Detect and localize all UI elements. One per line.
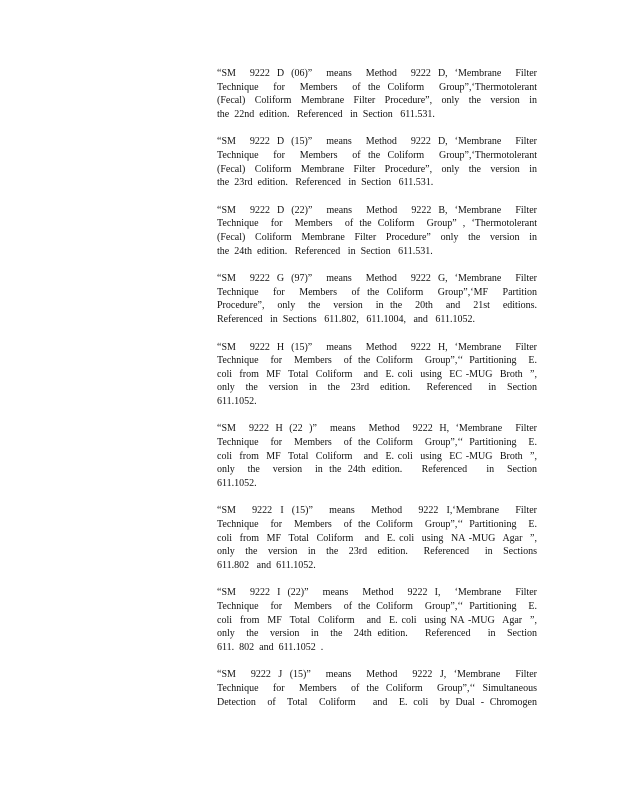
definition-line: coli from MF Total Coliform and E. coli using EC -MUG Broth ”, bbox=[217, 368, 537, 380]
definition-entry bbox=[217, 586, 537, 654]
definition-entry bbox=[217, 67, 537, 121]
definition-line: “SM 9222 H (15)” means Method 9222 H, ‘Membrane Filter bbox=[217, 341, 537, 353]
definition-entry bbox=[217, 135, 537, 189]
definition-line: the 23rd edition. Referenced in Section 611.531. bbox=[217, 177, 434, 189]
definition-line: Detection of Total Coliform and E. coli by Dual - Chromogen bbox=[217, 696, 537, 708]
definition-entry bbox=[217, 204, 537, 258]
definition-entry bbox=[217, 341, 537, 409]
definition-line: 611.1052. bbox=[217, 477, 257, 489]
definition-line: only the version in the 23rd edition. Referenced in Sections bbox=[217, 546, 537, 558]
definition-line: Technique for Members of the Coliform Group”,‘‘ Partitioning E. bbox=[217, 601, 537, 612]
definition-entry bbox=[217, 422, 537, 490]
definition-line: only the version in the 23rd edition. Referenced in Section bbox=[217, 382, 537, 394]
definition-line: (Fecal) Coliform Membrane Filter Procedure” only the version in bbox=[217, 231, 537, 243]
definition-line: Technique for Members of the Coliform Group”,‘‘ Partitioning E. bbox=[217, 355, 537, 367]
definition-line: “SM 9222 D (06)” means Method 9222 D, ‘Membrane Filter bbox=[217, 68, 537, 79]
definition-line: “SM 9222 I (15)” means Method 9222 I,‘Membrane Filter bbox=[217, 505, 537, 517]
definition-line: Technique for Members of the Coliform Group”,‘‘ Partitioning E. bbox=[217, 437, 537, 449]
definition-line: 611.802 and 611.1052. bbox=[217, 559, 316, 571]
definition-line: the 22nd edition. Referenced in Section 611.531. bbox=[217, 108, 435, 120]
definition-line: “SM 9222 H (22 )” means Method 9222 H, ‘Membrane Filter bbox=[217, 423, 537, 435]
definition-line: Technique for Members of the Coliform Group”,‘Thermotolerant bbox=[217, 149, 537, 161]
definition-line: Technique for Members of the Coliform Group”,‘Thermotolerant bbox=[217, 81, 537, 93]
definition-line: only the version in the 24th edition. Referenced in Section bbox=[217, 464, 537, 476]
definition-line: 611. 802 and 611.1052 . bbox=[217, 641, 324, 653]
definition-entry bbox=[217, 504, 537, 572]
definition-entry bbox=[217, 272, 537, 326]
definition-line: “SM 9222 D (22)” means Method 9222 B, ‘Membrane Filter bbox=[217, 204, 537, 216]
definition-line: Technique for Members of the Coliform Group”,‘MF Partition bbox=[217, 286, 537, 298]
definition-line: only the version in the 24th edition. Referenced in Section bbox=[217, 628, 537, 640]
definition-line: “SM 9222 J (15)” means Method 9222 J, ‘Membrane Filter bbox=[217, 669, 537, 681]
definitions-list bbox=[217, 67, 537, 723]
definition-line: “SM 9222 I (22)” means Method 9222 I, ‘Membrane Filter bbox=[217, 587, 537, 599]
definition-line: (Fecal) Coliform Membrane Filter Procedure”, only the version in bbox=[217, 163, 537, 175]
definition-line: coli from MF Total Coliform and E. coli using NA -MUG Agar ”, bbox=[217, 614, 537, 626]
definition-line: 611.1052. bbox=[217, 395, 257, 407]
definition-line: Technique for Members of the Coliform Group”,‘‘ Simultaneous bbox=[217, 682, 537, 694]
definition-line: Technique for Members of the Coliform Group” , ‘Thermotolerant bbox=[217, 218, 537, 230]
definition-line: (Fecal) Coliform Membrane Filter Procedure”, only the version in bbox=[217, 95, 537, 107]
definition-entry bbox=[217, 668, 537, 709]
definition-line: “SM 9222 D (15)” means Method 9222 D, ‘Membrane Filter bbox=[217, 136, 537, 148]
definition-line: coli from MF Total Coliform and E. coli using EC -MUG Broth ”, bbox=[217, 450, 537, 462]
definition-line: Referenced in Sections 611.802, 611.1004, and 611.1052. bbox=[217, 313, 476, 325]
definition-line: Technique for Members of the Coliform Group”,‘‘ Partitioning E. bbox=[217, 519, 537, 531]
definition-line: “SM 9222 G (97)” means Method 9222 G, ‘Membrane Filter bbox=[217, 273, 537, 285]
definition-line: the 24th edition. Referenced in Section 611.531. bbox=[217, 245, 433, 257]
definition-line: Procedure”, only the version in the 20th and 21st editions. bbox=[217, 300, 537, 312]
definition-line: coli from MF Total Coliform and E. coli using NA -MUG Agar ”, bbox=[217, 532, 537, 544]
